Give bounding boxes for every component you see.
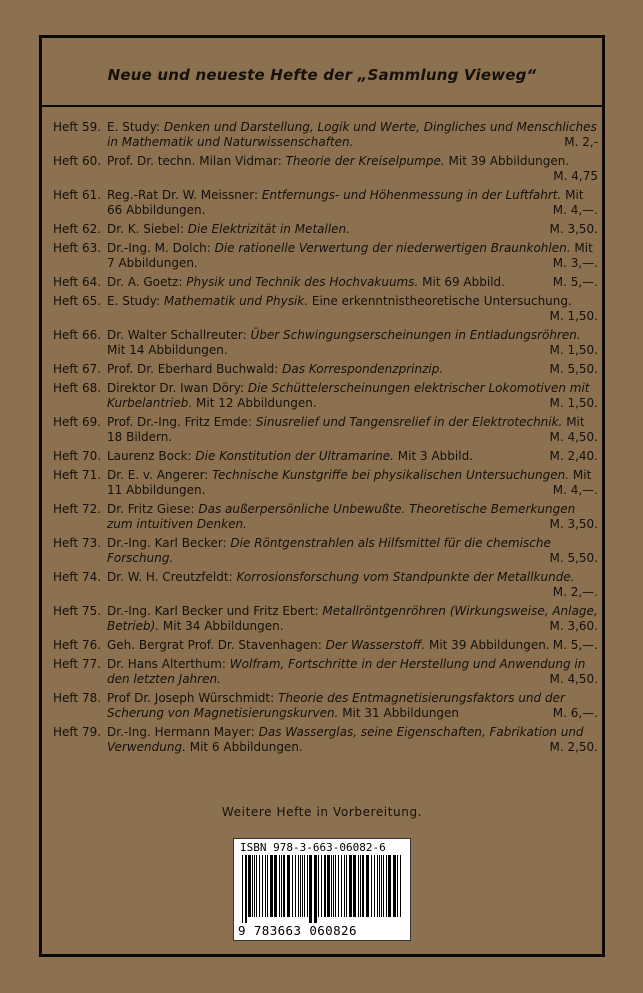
- heft-price: M. 2,40.: [549, 449, 598, 463]
- heft-entry: [53, 536, 598, 566]
- heft-author: Dr. E. v. Angerer:: [107, 468, 209, 482]
- heft-price: M. 2,—.: [552, 585, 598, 599]
- heft-body: [107, 275, 598, 290]
- heft-entry: [53, 449, 598, 464]
- heft-number: Heft 74.: [53, 570, 102, 584]
- heft-author: Dr. Hans Alterthum:: [107, 657, 226, 671]
- heft-price: M. 5,50.: [549, 362, 598, 376]
- heft-title: Sinusrelief und Tangensrelief in der Elektrotechnik.: [255, 415, 563, 429]
- heft-body: [107, 638, 598, 653]
- heft-price: M. 6,—.: [552, 706, 598, 720]
- heft-number: Heft 67.: [53, 362, 102, 376]
- heft-number: Heft 61.: [53, 188, 102, 202]
- heft-number: Heft 62.: [53, 222, 102, 236]
- heft-price: M. 1,50.: [549, 396, 598, 410]
- heft-body: [107, 222, 598, 237]
- heft-entry: [53, 154, 598, 184]
- heft-entry: [53, 241, 598, 271]
- heft-title: Wolfram, Fortschritte in der Herstellung und Anwendung in den letzten Jahren.: [107, 657, 586, 686]
- heft-entry: [53, 415, 598, 445]
- heft-number: Heft 77.: [53, 657, 102, 671]
- heft-body: [107, 570, 598, 600]
- heft-title: Das Wasserglas, seine Eigenschaften, Fabrikation und Verwendung.: [107, 725, 584, 754]
- heft-entry: [53, 657, 598, 687]
- heft-number: Heft 72.: [53, 502, 102, 516]
- heft-title: Das Korrespondenzprinzip.: [282, 362, 444, 376]
- heft-body: [107, 691, 598, 721]
- heft-price: M. 1,50.: [549, 309, 598, 323]
- heft-author: Dr.-Ing. Karl Becker und Fritz Ebert:: [107, 604, 319, 618]
- heft-list: [53, 120, 598, 759]
- heft-number: Heft 68.: [53, 381, 102, 395]
- heft-entry: [53, 725, 598, 755]
- heft-title: Die Schüttelerscheinungen elektrischer Lokomotiven mit Kurbelantrieb.: [107, 381, 590, 410]
- heft-body: [107, 725, 598, 755]
- heft-number: Heft 65.: [53, 294, 102, 308]
- heft-title: Denken und Darstellung, Logik und Werte, Dingliches und Menschliches in Mathematik und Naturwissenschaften.: [107, 120, 597, 149]
- heft-body: [107, 362, 598, 377]
- heft-details: Mit 14 Abbildungen.: [107, 343, 228, 357]
- heft-details: Mit 6 Abbildungen.: [189, 740, 303, 754]
- heft-entry: [53, 691, 598, 721]
- heft-entry: [53, 362, 598, 377]
- heft-entry: [53, 275, 598, 290]
- heft-price: M. 4,50.: [549, 430, 598, 444]
- title-divider: [42, 105, 602, 107]
- heft-number: Heft 71.: [53, 468, 102, 482]
- heft-body: [107, 294, 598, 324]
- heft-body: [107, 536, 598, 566]
- heft-author: Dr. K. Siebel:: [107, 222, 184, 236]
- heft-number: Heft 70.: [53, 449, 102, 463]
- heft-body: [107, 657, 598, 687]
- heft-price: M. 3,—.: [552, 256, 598, 270]
- heft-title: Die Röntgenstrahlen als Hilfsmittel für die chemische Forschung.: [107, 536, 551, 565]
- heft-body: [107, 381, 598, 411]
- page-title: Neue und neueste Hefte der „Sammlung Vieweg“: [107, 66, 537, 84]
- heft-author: E. Study:: [107, 120, 161, 134]
- heft-title: Entfernungs- und Höhenmessung in der Luftfahrt.: [261, 188, 562, 202]
- barcode-bars: [240, 855, 404, 923]
- heft-author: Dr. Fritz Giese:: [107, 502, 195, 516]
- heft-title: Theorie des Entmagnetisierungsfaktors und der Scherung von Magnetisierungskurven.: [107, 691, 565, 720]
- heft-body: [107, 154, 598, 184]
- heft-author: Dr. Walter Schallreuter:: [107, 328, 247, 342]
- heft-entry: [53, 502, 598, 532]
- heft-price: M. 3,50.: [549, 517, 598, 531]
- heft-entry: [53, 188, 598, 218]
- heft-title: Die Elektrizität in Metallen.: [187, 222, 350, 236]
- heft-author: Geh. Bergrat Prof. Dr. Stavenhagen:: [107, 638, 322, 652]
- heft-details: Mit 18 Bildern.: [107, 415, 585, 444]
- heft-details: Mit 11 Abbildungen.: [107, 468, 592, 497]
- heft-number: Heft 73.: [53, 536, 102, 550]
- heft-author: Prof. Dr.-Ing. Fritz Emde:: [107, 415, 253, 429]
- footer-note: Weitere Hefte in Vorbereitung.: [221, 805, 423, 819]
- heft-author: Dr. A. Goetz:: [107, 275, 183, 289]
- heft-price: M. 2,50.: [549, 740, 598, 754]
- heft-number: Heft 66.: [53, 328, 102, 342]
- heft-number: Heft 76.: [53, 638, 102, 652]
- heft-author: Dr.-Ing. M. Dolch:: [107, 241, 211, 255]
- heft-number: Heft 75.: [53, 604, 102, 618]
- heft-body: [107, 502, 598, 532]
- heft-body: [107, 120, 598, 150]
- barcode-digits: 9 783663 060826: [238, 923, 357, 938]
- heft-author: Reg.-Rat Dr. W. Meissner:: [107, 188, 259, 202]
- heft-price: M. 5,—.: [552, 638, 598, 652]
- heft-title: Über Schwingungserscheinungen in Entladungsröhren.: [250, 328, 581, 342]
- heft-author: Dr. W. H. Creutzfeldt:: [107, 570, 233, 584]
- heft-entry: [53, 638, 598, 653]
- heft-details: Mit 39 Abbildungen.: [448, 154, 570, 168]
- heft-details: Mit 34 Abbildungen.: [162, 619, 284, 633]
- heft-body: [107, 604, 598, 634]
- heft-details: Mit 69 Abbild.: [422, 275, 505, 289]
- heft-number: Heft 64.: [53, 275, 102, 289]
- heft-entry: [53, 120, 598, 150]
- heft-title: Metallröntgenröhren (Wirkungsweise, Anlage, Betrieb).: [107, 604, 598, 633]
- heft-entry: [53, 328, 598, 358]
- heft-entry: [53, 222, 598, 237]
- heft-details: Mit 3 Abbild.: [397, 449, 473, 463]
- heft-title: Physik und Technik des Hochvakuums.: [186, 275, 419, 289]
- heft-author: Direktor Dr. Iwan Döry:: [107, 381, 244, 395]
- heft-author: Laurenz Bock:: [107, 449, 192, 463]
- heft-author: Dr.-Ing. Karl Becker:: [107, 536, 227, 550]
- heft-body: [107, 241, 598, 271]
- heft-price: M. 5,50.: [549, 551, 598, 565]
- heft-author: Dr.-Ing. Hermann Mayer:: [107, 725, 255, 739]
- heft-title: Die Konstitution der Ultramarine.: [195, 449, 394, 463]
- heft-body: [107, 415, 598, 445]
- heft-number: Heft 69.: [53, 415, 102, 429]
- heft-author: E. Study:: [107, 294, 161, 308]
- heft-entry: [53, 294, 598, 324]
- heft-author: Prof. Dr. techn. Milan Vidmar:: [107, 154, 282, 168]
- heft-title: Die rationelle Verwertung der niederwertigen Braunkohlen.: [214, 241, 571, 255]
- heft-details: Mit 31 Abbildungen: [342, 706, 460, 720]
- heft-body: [107, 188, 598, 218]
- heft-price: M. 4,75: [553, 169, 598, 183]
- heft-number: Heft 59.: [53, 120, 102, 134]
- heft-author: Prof Dr. Joseph Würschmidt:: [107, 691, 275, 705]
- heft-body: [107, 449, 598, 464]
- heft-entry: [53, 468, 598, 498]
- heft-title: Der Wasserstoff.: [325, 638, 426, 652]
- heft-price: M. 3,60.: [549, 619, 598, 633]
- heft-price: M. 2,-: [564, 135, 598, 149]
- heft-details: Mit 66 Abbildungen.: [107, 188, 584, 217]
- heft-entry: [53, 604, 598, 634]
- heft-author: Prof. Dr. Eberhard Buchwald:: [107, 362, 279, 376]
- heft-number: Heft 78.: [53, 691, 102, 705]
- heft-price: M. 4,50.: [549, 672, 598, 686]
- heft-price: M. 4,—.: [552, 203, 598, 217]
- heft-entry: [53, 381, 598, 411]
- heft-title: Technische Kunstgriffe bei physikalischen Untersuchungen.: [212, 468, 570, 482]
- heft-price: M. 1,50.: [549, 343, 598, 357]
- heft-price: M. 5,—.: [552, 275, 598, 289]
- isbn-barcode: [233, 838, 411, 941]
- heft-title: Mathematik und Physik.: [163, 294, 309, 308]
- heft-details: Mit 12 Abbildungen.: [196, 396, 317, 410]
- heft-details: Mit 39 Abbildungen.: [428, 638, 550, 652]
- heft-number: Heft 63.: [53, 241, 102, 255]
- heft-body: [107, 328, 598, 358]
- heft-details: Eine erkenntnistheoretische Untersuchung.: [311, 294, 572, 308]
- heft-price: M. 4,—.: [552, 483, 598, 497]
- heft-title: Korrosionsforschung vom Standpunkte der Metallkunde.: [236, 570, 575, 584]
- heft-title: Theorie der Kreiselpumpe.: [285, 154, 445, 168]
- heft-price: M. 3,50.: [549, 222, 598, 236]
- heft-details: Mit 7 Abbildungen.: [107, 241, 593, 270]
- heft-number: Heft 60.: [53, 154, 102, 168]
- heft-number: Heft 79.: [53, 725, 102, 739]
- heft-title: Das außerpersönliche Unbewußte. Theoretische Bemerkungen zum intuitiven Denken.: [107, 502, 576, 531]
- heft-entry: [53, 570, 598, 600]
- heft-body: [107, 468, 598, 498]
- isbn-label: ISBN 978-3-663-06082-6: [240, 841, 386, 854]
